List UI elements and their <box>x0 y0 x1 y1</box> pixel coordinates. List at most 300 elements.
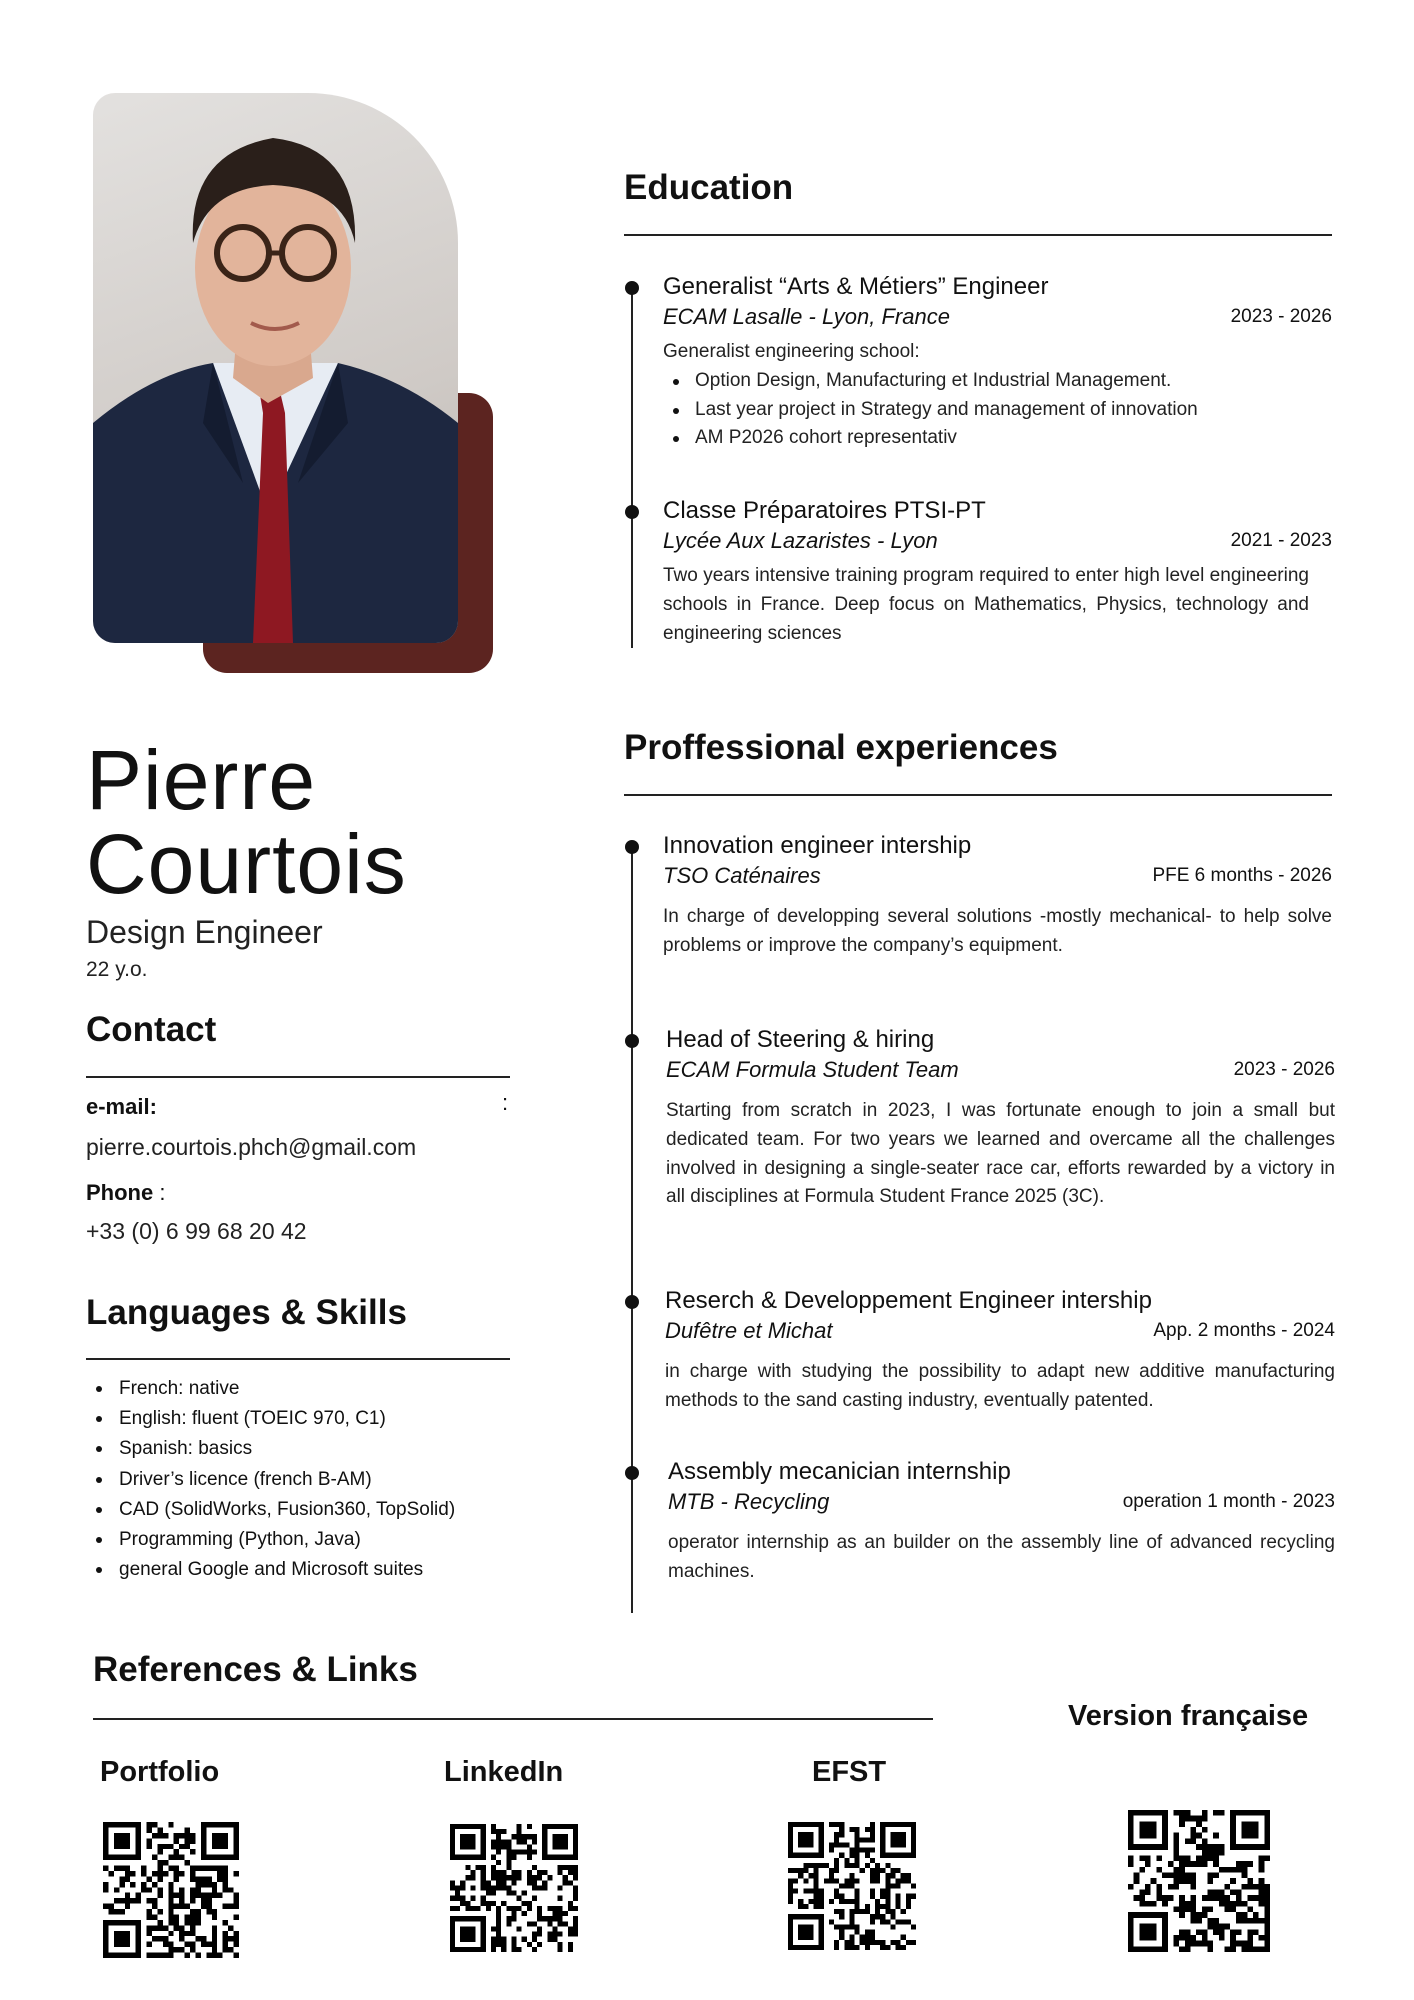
qr-module <box>496 1834 501 1839</box>
qr-module <box>1208 1946 1214 1952</box>
timeline-dot <box>625 505 639 519</box>
qr-module <box>829 1842 834 1847</box>
qr-module <box>1259 1861 1265 1867</box>
qr-module <box>808 1945 813 1950</box>
qr-module <box>808 1853 813 1858</box>
qr-module <box>522 1901 527 1906</box>
qr-module <box>568 1947 573 1952</box>
phone-value[interactable]: +33 (0) 6 99 68 20 42 <box>86 1218 307 1244</box>
qr-module <box>185 1827 190 1832</box>
qr-module <box>517 1906 522 1911</box>
qr-module <box>195 1887 200 1892</box>
qr-module <box>1253 1912 1259 1918</box>
qr-module <box>1247 1895 1253 1901</box>
qr-module <box>179 1855 184 1860</box>
qr-module <box>829 1878 834 1883</box>
qr-module <box>1230 1901 1236 1907</box>
qr-module <box>1208 1941 1214 1947</box>
qr-module <box>568 1880 573 1885</box>
qr-module <box>1145 1901 1151 1907</box>
qr-module <box>542 1870 547 1875</box>
qr-module <box>527 1880 532 1885</box>
qr-module <box>114 1844 119 1849</box>
qr-module <box>896 1878 901 1883</box>
qr-module <box>465 1834 470 1839</box>
qr-module <box>108 1909 113 1914</box>
qr-module <box>174 1914 179 1919</box>
qr-module <box>179 1925 184 1930</box>
qr-module <box>522 1850 527 1855</box>
qr-module <box>501 1947 506 1952</box>
qr-module <box>103 1855 108 1860</box>
qr-module <box>870 1889 875 1894</box>
qr-module <box>542 1916 547 1921</box>
qr-module <box>206 1898 211 1903</box>
qr-module <box>1139 1935 1145 1941</box>
qr-module <box>465 1947 470 1952</box>
qr-module <box>1242 1946 1248 1952</box>
qr-module <box>834 1858 839 1863</box>
qr-module <box>870 1858 875 1863</box>
qr-module <box>839 1883 844 1888</box>
qr-module <box>506 1921 511 1926</box>
qr-module <box>1253 1833 1259 1839</box>
qr-module <box>834 1822 839 1827</box>
qr-module <box>506 1860 511 1865</box>
qr-module <box>819 1889 824 1894</box>
qr-module <box>890 1924 895 1929</box>
email-colon: : <box>502 1090 509 1115</box>
qr-module <box>212 1953 217 1958</box>
qr-module <box>125 1893 130 1898</box>
timeline-dot <box>625 1466 639 1480</box>
qr-module <box>152 1882 157 1887</box>
qr-module <box>460 1932 465 1937</box>
qr-module <box>195 1876 200 1881</box>
qr-module <box>788 1822 793 1827</box>
qr-module <box>1236 1844 1242 1850</box>
qr-module <box>125 1822 130 1827</box>
qr-module <box>168 1914 173 1919</box>
qr-module <box>506 1844 511 1849</box>
qr-module <box>788 1894 793 1899</box>
qr-module <box>890 1883 895 1888</box>
qr-module <box>865 1863 870 1868</box>
qr-module <box>174 1849 179 1854</box>
qr-module <box>1202 1912 1208 1918</box>
qr-module <box>1185 1929 1191 1935</box>
qr-module <box>798 1924 803 1929</box>
qr-module <box>1190 1918 1196 1924</box>
qr-module <box>157 1833 162 1838</box>
skill-item: Spanish: basics <box>94 1434 455 1464</box>
qr-module <box>1202 1895 1208 1901</box>
qr-module <box>808 1935 813 1940</box>
qr-module <box>496 1844 501 1849</box>
first-name: Pierre <box>86 733 317 827</box>
qr-module <box>1196 1861 1202 1867</box>
qr-module <box>532 1875 537 1880</box>
qr-module <box>1259 1884 1265 1890</box>
qr-module <box>1151 1821 1157 1827</box>
qr-module <box>563 1844 568 1849</box>
qr-module <box>234 1898 239 1903</box>
qr-module <box>223 1838 228 1843</box>
qr-module <box>1179 1935 1185 1941</box>
qr-module <box>788 1924 793 1929</box>
qr-module <box>114 1866 119 1871</box>
experience-entry <box>666 1025 1335 1212</box>
qr-module <box>865 1904 870 1909</box>
qr-module <box>1247 1918 1253 1924</box>
qr-module <box>1134 1844 1140 1850</box>
qr-module <box>185 1953 190 1958</box>
qr-module <box>136 1925 141 1930</box>
experience-divider <box>624 794 1332 796</box>
qr-module <box>1202 1861 1208 1867</box>
qr-module <box>1264 1890 1270 1896</box>
qr-module <box>558 1834 563 1839</box>
qr-module <box>1139 1810 1145 1816</box>
qr-module <box>527 1906 532 1911</box>
qr-module <box>168 1855 173 1860</box>
qr-module <box>537 1885 542 1890</box>
qr-module <box>547 1855 552 1860</box>
qr-module <box>481 1850 486 1855</box>
qr-module <box>496 1932 501 1937</box>
qr-module <box>1202 1838 1208 1844</box>
qr-module <box>147 1887 152 1892</box>
qr-module <box>223 1942 228 1947</box>
qr-module <box>1190 1838 1196 1844</box>
qr-module <box>147 1925 152 1930</box>
qr-module <box>547 1921 552 1926</box>
qr-module <box>788 1914 793 1919</box>
qr-module <box>537 1926 542 1931</box>
qr-module <box>465 1906 470 1911</box>
qr-module <box>511 1834 516 1839</box>
qr-module <box>234 1833 239 1838</box>
qr-module <box>1242 1827 1248 1833</box>
qr-module <box>201 1876 206 1881</box>
qr-module <box>834 1832 839 1837</box>
qr-module <box>157 1844 162 1849</box>
qr-module <box>906 1878 911 1883</box>
qr-module <box>136 1931 141 1936</box>
qr-module <box>1128 1827 1134 1833</box>
qr-module <box>206 1882 211 1887</box>
qr-module <box>1128 1810 1134 1816</box>
qr-module <box>152 1898 157 1903</box>
qr-module <box>460 1947 465 1952</box>
qr-module <box>808 1822 813 1827</box>
qr-module <box>844 1863 849 1868</box>
qr-module <box>506 1875 511 1880</box>
qr-module <box>814 1873 819 1878</box>
qr-module <box>141 1882 146 1887</box>
qr-module <box>1196 1821 1202 1827</box>
qr-module <box>1236 1929 1242 1935</box>
qr-module <box>1247 1833 1253 1839</box>
qr-module <box>568 1906 573 1911</box>
qr-module <box>152 1953 157 1958</box>
qr-module <box>885 1899 890 1904</box>
qr-module <box>880 1945 885 1950</box>
qr-module <box>212 1909 217 1914</box>
qr-module <box>506 1850 511 1855</box>
phone-label-text: Phone <box>86 1180 154 1205</box>
qr-module <box>1128 1821 1134 1827</box>
qr-module <box>808 1924 813 1929</box>
qr-module <box>1162 1946 1168 1952</box>
qr-module <box>481 1829 486 1834</box>
qr-module <box>511 1937 516 1942</box>
qr-module <box>460 1824 465 1829</box>
qr-module <box>130 1855 135 1860</box>
qr-module <box>798 1899 803 1904</box>
qr-module <box>1196 1918 1202 1924</box>
qr-module <box>896 1842 901 1847</box>
qr-module <box>103 1942 108 1947</box>
qr-module <box>163 1936 168 1941</box>
qr-module <box>906 1899 911 1904</box>
qr-module <box>1162 1821 1168 1827</box>
job-title: Design Engineer <box>86 914 323 950</box>
qr-module <box>1264 1912 1270 1918</box>
qr-module <box>119 1838 124 1843</box>
qr-module <box>1213 1844 1219 1850</box>
qr-module <box>573 1855 578 1860</box>
qr-module <box>819 1827 824 1832</box>
qr-module <box>1185 1861 1191 1867</box>
qr-module <box>558 1870 563 1875</box>
qr-module <box>168 1942 173 1947</box>
qr-module <box>1264 1924 1270 1930</box>
qr-module <box>1230 1878 1236 1884</box>
qr-module <box>1162 1929 1168 1935</box>
qr-module <box>496 1937 501 1942</box>
french-version-qr-code[interactable] <box>1128 1810 1270 1952</box>
qr-module <box>1259 1890 1265 1896</box>
qr-module <box>1208 1890 1214 1896</box>
qr-module <box>465 1824 470 1829</box>
qr-module <box>798 1935 803 1940</box>
qr-module <box>814 1889 819 1894</box>
qr-module <box>201 1882 206 1887</box>
qr-module <box>1264 1907 1270 1913</box>
qr-module <box>501 1844 506 1849</box>
entry-bullet: Last year project in Strategy and management of innovation <box>663 396 1303 425</box>
qr-module <box>450 1880 455 1885</box>
qr-module <box>865 1945 870 1950</box>
qr-module <box>880 1919 885 1924</box>
qr-module <box>1156 1867 1162 1873</box>
qr-module <box>496 1926 501 1931</box>
qr-module <box>870 1837 875 1842</box>
entry-org <box>663 302 1332 332</box>
qr-module <box>1259 1918 1265 1924</box>
qr-module <box>1185 1838 1191 1844</box>
qr-module <box>849 1940 854 1945</box>
portfolio-qr-code[interactable] <box>103 1822 239 1958</box>
qr-module <box>839 1899 844 1904</box>
qr-module <box>163 1860 168 1865</box>
qr-module <box>185 1904 190 1909</box>
qr-module <box>108 1953 113 1958</box>
qr-module <box>901 1837 906 1842</box>
qr-module <box>1162 1827 1168 1833</box>
qr-module <box>1230 1941 1236 1947</box>
qr-module <box>234 1931 239 1936</box>
qr-module <box>470 1937 475 1942</box>
qr-module <box>1179 1816 1185 1822</box>
qr-module <box>829 1848 834 1853</box>
qr-module <box>1202 1827 1208 1833</box>
qr-module <box>119 1936 124 1941</box>
qr-module <box>1173 1838 1179 1844</box>
qr-module <box>1162 1816 1168 1822</box>
qr-module <box>1179 1901 1185 1907</box>
qr-module <box>527 1844 532 1849</box>
qr-module <box>1259 1878 1265 1884</box>
qr-module <box>185 1860 190 1865</box>
qr-module <box>147 1838 152 1843</box>
qr-module <box>824 1863 829 1868</box>
entry-org <box>668 1487 1335 1517</box>
qr-module <box>1196 1929 1202 1935</box>
qr-module <box>890 1837 895 1842</box>
qr-module <box>1128 1816 1134 1822</box>
qr-module <box>168 1953 173 1958</box>
qr-module <box>814 1894 819 1899</box>
qr-module <box>195 1882 200 1887</box>
qr-module <box>157 1887 162 1892</box>
portrait-illustration <box>93 93 458 643</box>
qr-module <box>1230 1838 1236 1844</box>
qr-module <box>552 1824 557 1829</box>
qr-module <box>1247 1941 1253 1947</box>
qr-module <box>201 1844 206 1849</box>
qr-module <box>517 1829 522 1834</box>
qr-module <box>563 1839 568 1844</box>
qr-module <box>855 1863 860 1868</box>
qr-module <box>1230 1929 1236 1935</box>
qr-module <box>179 1871 184 1876</box>
qr-module <box>157 1953 162 1958</box>
qr-module <box>517 1947 522 1952</box>
qr-module <box>901 1822 906 1827</box>
qr-module <box>814 1904 819 1909</box>
qr-pattern <box>788 1822 916 1950</box>
qr-module <box>465 1926 470 1931</box>
qr-module <box>470 1906 475 1911</box>
qr-module <box>896 1837 901 1842</box>
qr-module <box>558 1911 563 1916</box>
qr-module <box>834 1863 839 1868</box>
qr-module <box>103 1887 108 1892</box>
qr-module <box>496 1875 501 1880</box>
qr-module <box>481 1916 486 1921</box>
qr-module <box>501 1901 506 1906</box>
qr-module <box>819 1940 824 1945</box>
qr-module <box>906 1822 911 1827</box>
qr-module <box>798 1868 803 1873</box>
qr-module <box>885 1909 890 1914</box>
efst-label: EFST <box>812 1756 887 1788</box>
qr-module <box>875 1940 880 1945</box>
qr-module <box>201 1904 206 1909</box>
qr-module <box>552 1916 557 1921</box>
qr-module <box>1151 1810 1157 1816</box>
qr-module <box>1156 1855 1162 1861</box>
qr-module <box>470 1834 475 1839</box>
qr-module <box>125 1838 130 1843</box>
qr-module <box>491 1839 496 1844</box>
qr-module <box>212 1947 217 1952</box>
qr-module <box>552 1855 557 1860</box>
qr-module <box>1179 1867 1185 1873</box>
qr-module <box>1139 1827 1145 1833</box>
qr-module <box>865 1940 870 1945</box>
qr-module <box>217 1838 222 1843</box>
qr-module <box>870 1935 875 1940</box>
qr-module <box>890 1853 895 1858</box>
qr-module <box>476 1865 481 1870</box>
qr-module <box>1145 1929 1151 1935</box>
qr-module <box>195 1893 200 1898</box>
qr-module <box>1162 1844 1168 1850</box>
qr-module <box>1264 1810 1270 1816</box>
qr-module <box>1151 1878 1157 1884</box>
qr-module <box>788 1940 793 1945</box>
qr-module <box>1179 1855 1185 1861</box>
qr-module <box>855 1853 860 1858</box>
qr-module <box>849 1935 854 1940</box>
qr-module <box>1196 1844 1202 1850</box>
qr-module <box>147 1876 152 1881</box>
qr-module <box>814 1822 819 1827</box>
qr-module <box>1264 1855 1270 1861</box>
qr-module <box>1162 1918 1168 1924</box>
qr-module <box>1128 1844 1134 1850</box>
email-value[interactable]: pierre.courtois.phch@gmail.com <box>86 1134 417 1160</box>
qr-module <box>849 1899 854 1904</box>
qr-module <box>460 1896 465 1901</box>
qr-module <box>890 1822 895 1827</box>
qr-module <box>558 1824 563 1829</box>
qr-module <box>174 1833 179 1838</box>
qr-module <box>152 1833 157 1838</box>
efst-qr-code[interactable] <box>788 1822 916 1950</box>
qr-module <box>522 1839 527 1844</box>
qr-module <box>890 1873 895 1878</box>
qr-module <box>803 1924 808 1929</box>
qr-module <box>880 1889 885 1894</box>
qr-module <box>460 1926 465 1931</box>
qr-module <box>168 1844 173 1849</box>
qr-module <box>547 1937 552 1942</box>
qr-module <box>1259 1946 1265 1952</box>
qr-module <box>481 1896 486 1901</box>
qr-module <box>798 1832 803 1837</box>
qr-module <box>223 1844 228 1849</box>
linkedin-qr-code[interactable] <box>450 1824 578 1952</box>
qr-module <box>481 1942 486 1947</box>
qr-module <box>157 1860 162 1865</box>
qr-module <box>1156 1895 1162 1901</box>
qr-module <box>803 1945 808 1950</box>
qr-module <box>1128 1833 1134 1839</box>
